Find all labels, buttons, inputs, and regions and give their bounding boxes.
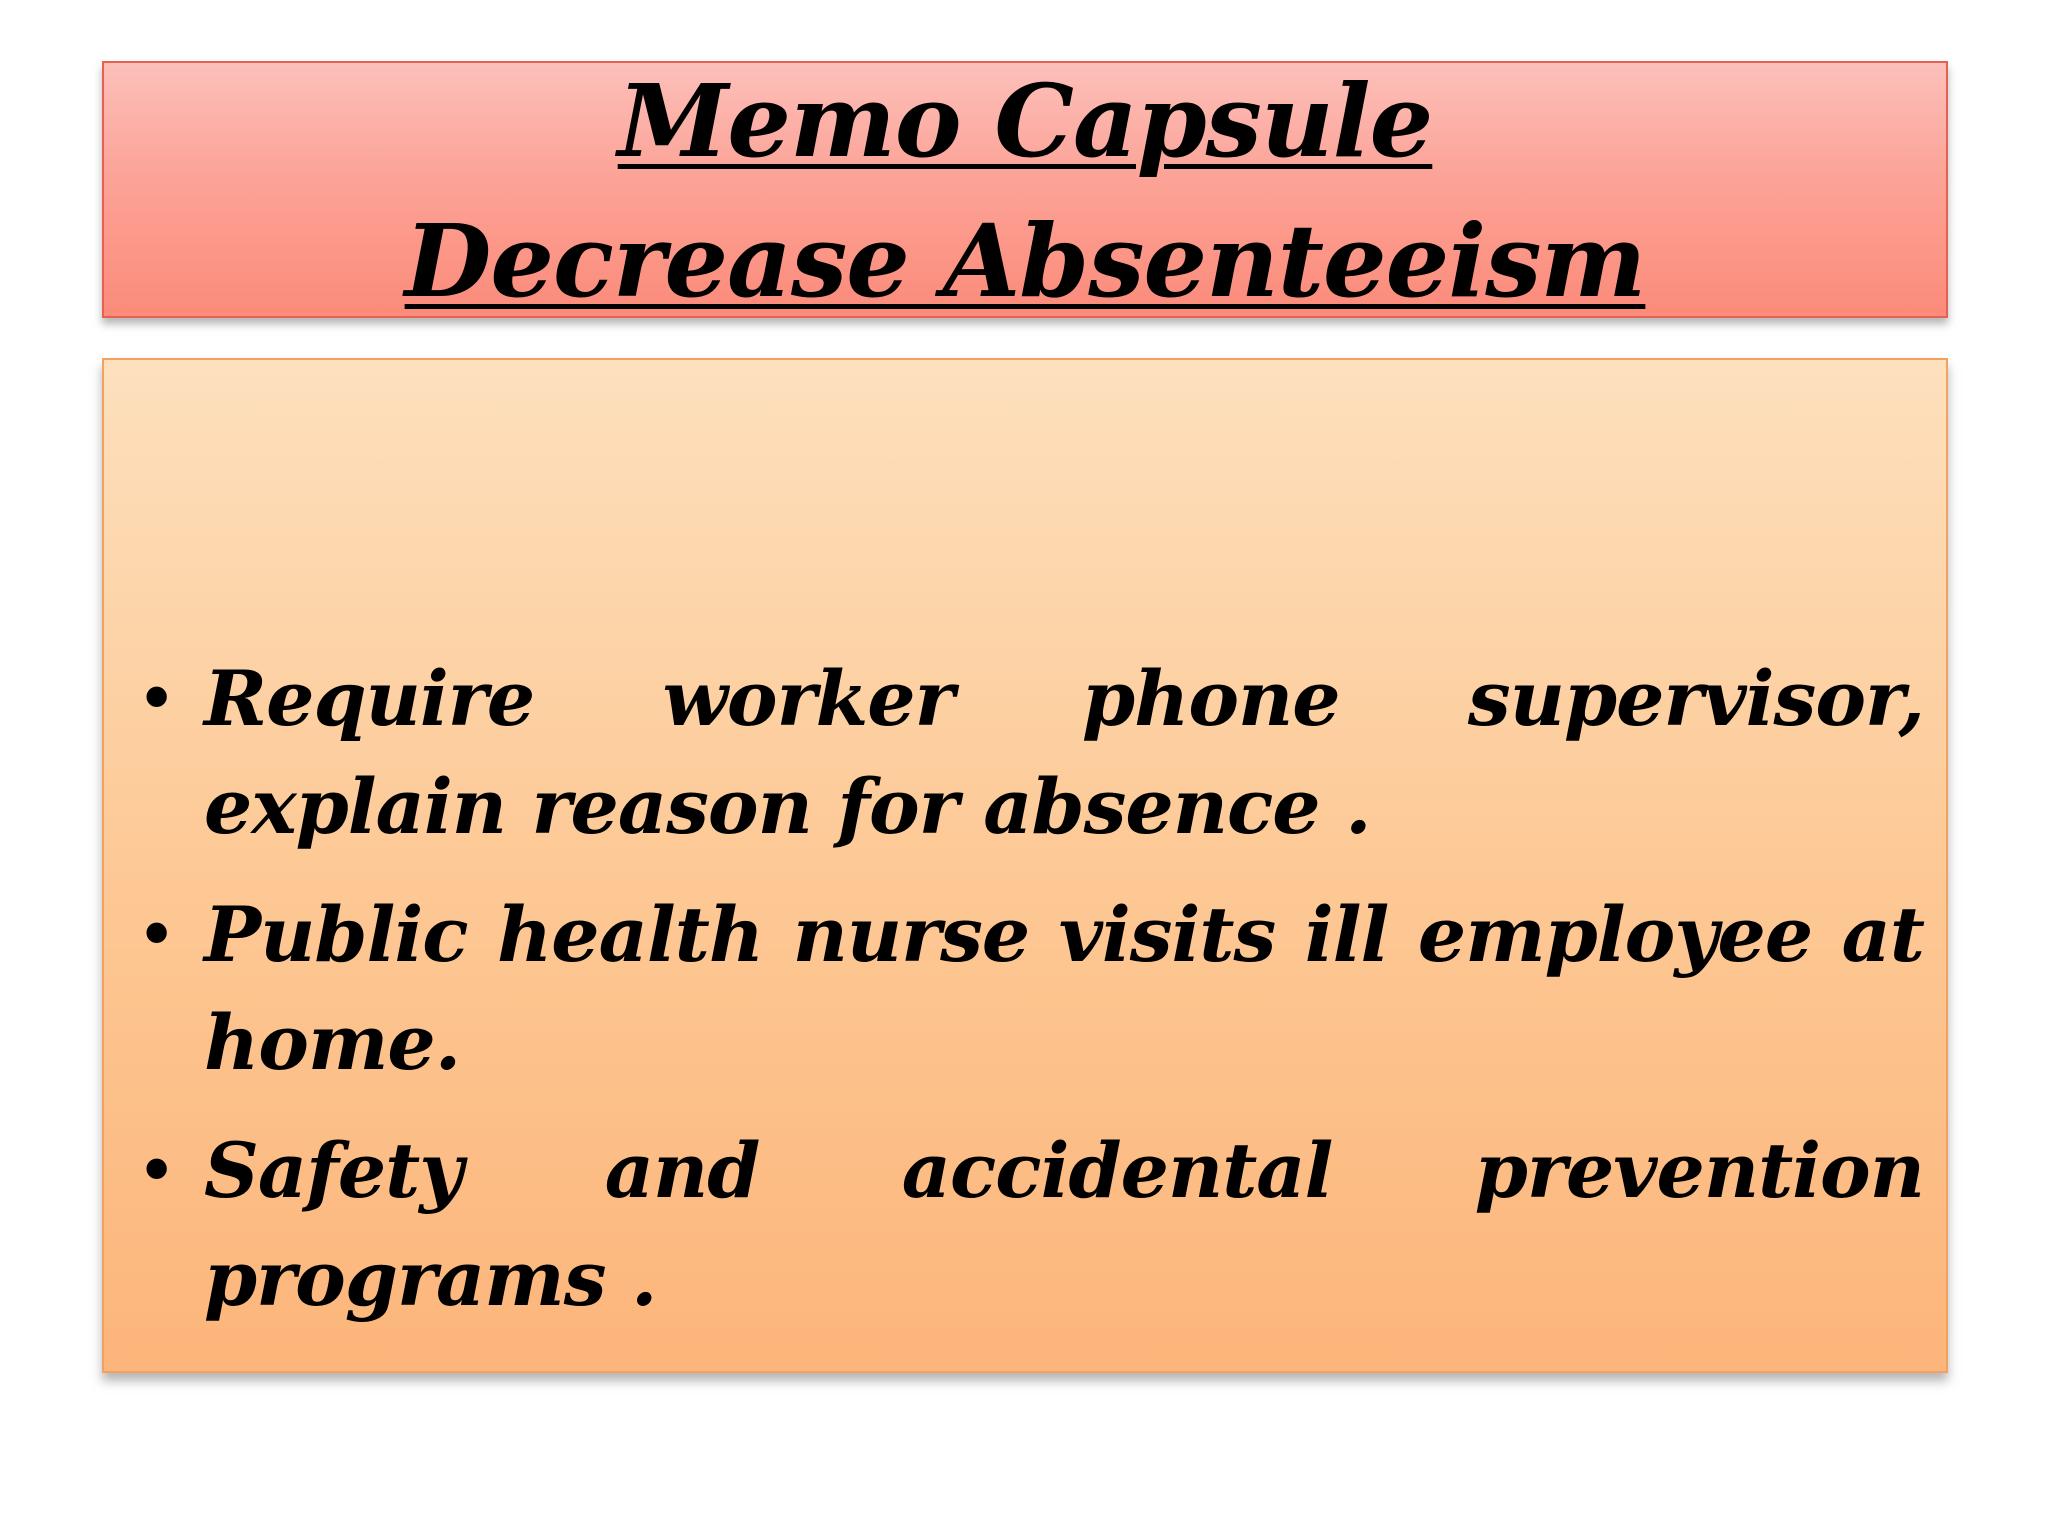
bullet-text: Public health nurse visits ill employee at home. (204, 890, 1924, 1087)
bullet-text: Safety and accidental prevention programs . (204, 1126, 1924, 1323)
bullet-list (124, 645, 1924, 1353)
bullet-item (124, 645, 1924, 861)
slide-title-line-2: Decrease Absenteeism (404, 202, 1646, 320)
content-box (102, 358, 1948, 1373)
slide-title-line-1: Memo Capsule (617, 62, 1433, 180)
bullet-icon: • (136, 658, 178, 740)
bullet-icon: • (136, 1130, 178, 1212)
bullet-item (124, 1117, 1924, 1333)
title-box (102, 61, 1948, 318)
bullet-text: Require worker phone supervisor, explain reason for absence . (204, 654, 1924, 851)
bullet-icon: • (136, 894, 178, 976)
bullet-item (124, 881, 1924, 1097)
